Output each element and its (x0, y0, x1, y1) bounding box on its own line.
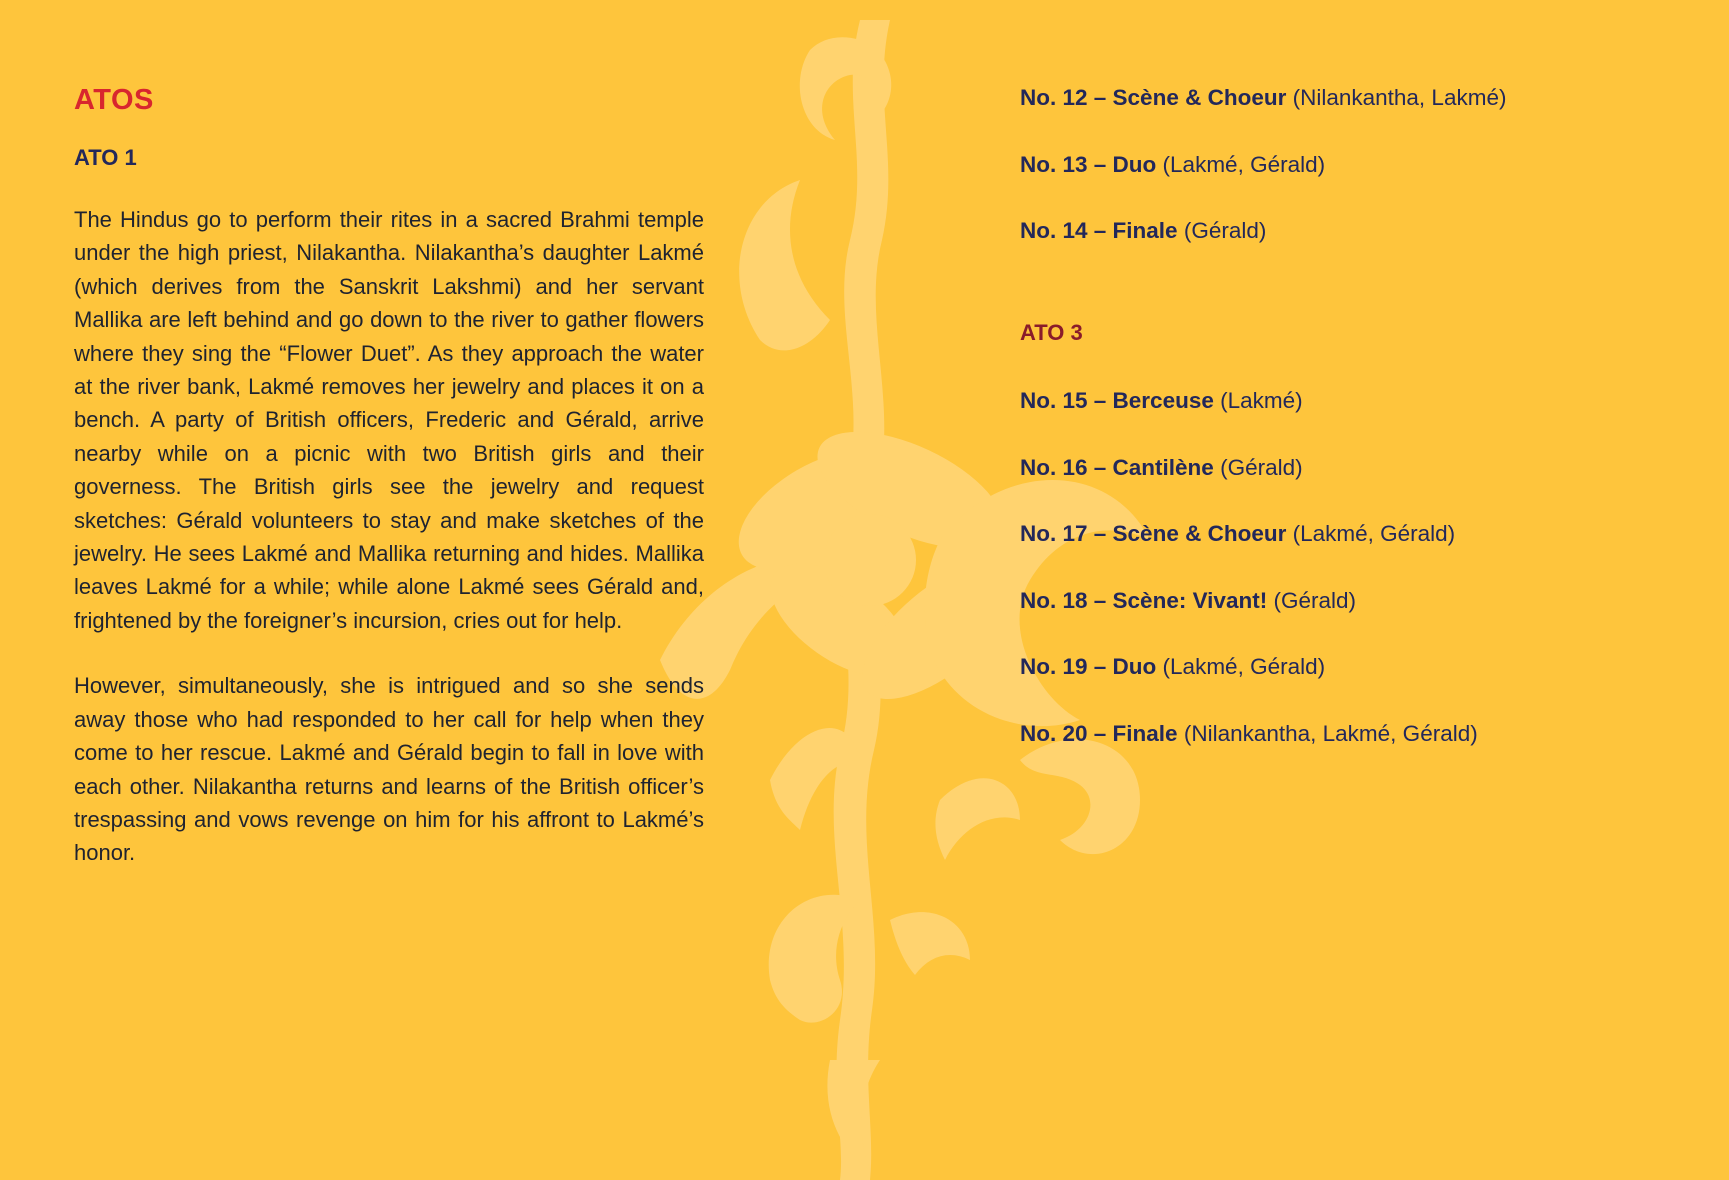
track-roles: (Lakmé, Gérald) (1162, 151, 1326, 177)
track-item (1020, 714, 1700, 754)
track-roles: (Lakmé, Gérald) (1162, 654, 1326, 679)
track-number: No. 16 – Cantilène (1020, 454, 1214, 480)
section-title: ATOS (74, 84, 154, 116)
track-number: No. 13 – Duo (1020, 151, 1157, 177)
track-number: No. 14 – Finale (1020, 218, 1178, 243)
synopsis-column (74, 84, 704, 902)
track-item (1020, 145, 1700, 185)
track-item (1020, 211, 1700, 251)
track-roles: (Gérald) (1183, 218, 1267, 243)
track-roles: (Nilankantha, Lakmé, Gérald) (1183, 720, 1478, 746)
track-item (1020, 514, 1700, 554)
synopsis-paragraph-2: However, simultaneously, she is intrigued and so she sends away those who had responded to her call for help when they come to her rescue. Lakmé and Gérald begin to fall in love with each other. Nilakantha returns and learns of the British officer’s trespassing and vows revenge on him for his affront to Lakmé’s honor. (74, 673, 704, 866)
synopsis-paragraph-1: The Hindus go to perform their rites in a sacred Brahmi temple under the high priest, Nilakantha. Nilakantha’s daughter Lakmé (which derives from the Sanskrit Lakshmi) and her servant Mallika are left behind and go down to the river to gather flowers where they sing the “Flower Duet”. As they approach the water at the river bank, Lakmé removes her jewelry and places it on a bench. A party of British officers, Frederic and Gérald, arrive nearby while on a picnic with two British girls and their governess. The British girls see the jewelry and request sketches: Gérald volunteers to stay and make sketches of the jewelry. He sees Lakmé and Mallika returning and hides. Mallika leaves Lakmé for a while; while alone Lakmé sees Gérald and, frightened by the foreigner’s incursion, cries out for help. (74, 207, 704, 633)
track-item (1020, 647, 1700, 687)
track-number: No. 15 – Berceuse (1020, 388, 1214, 413)
track-roles: (Gérald) (1273, 587, 1356, 613)
track-item (1020, 448, 1700, 488)
track-roles: (Gérald) (1220, 454, 1303, 480)
track-number: No. 19 – Duo (1020, 654, 1157, 679)
act1-title: ATO 1 (74, 145, 137, 170)
act3-title: ATO 3 (1020, 320, 1083, 345)
track-number: No. 20 – Finale (1020, 720, 1178, 746)
track-item (1020, 581, 1700, 621)
track-number: No. 17 – Scène & Choeur (1020, 521, 1287, 546)
track-roles: (Nilankantha, Lakmé) (1292, 85, 1507, 110)
track-item (1020, 381, 1700, 421)
track-list-column (1020, 78, 1700, 780)
track-item (1020, 78, 1700, 118)
track-number: No. 18 – Scène: Vivant! (1020, 587, 1268, 613)
track-roles: (Lakmé) (1220, 388, 1303, 413)
track-number: No. 12 – Scène & Choeur (1020, 85, 1287, 110)
track-roles: (Lakmé, Gérald) (1292, 521, 1456, 546)
